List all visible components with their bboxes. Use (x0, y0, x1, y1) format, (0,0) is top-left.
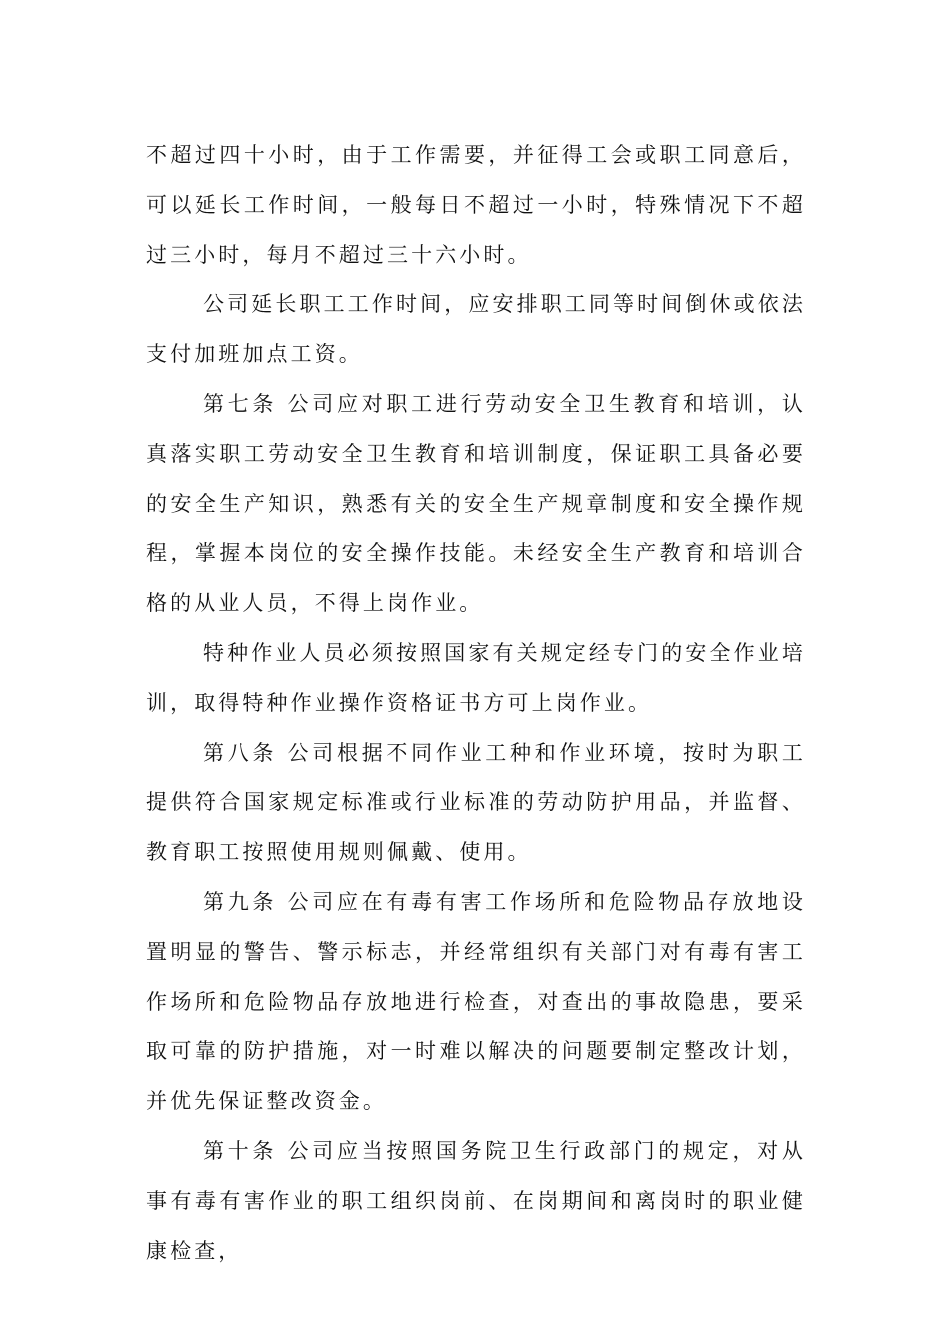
paragraph-continuation: 不超过四十小时，由于工作需要，并征得工会或职工同意后，可以延长工作时间，一般每日不超过一小时，特殊情况下不超过三小时，每月不超过三十六小时。 (146, 143, 806, 267)
paragraph-article-10: 第十条 公司应当按照国务院卫生行政部门的规定，对从事有毒有害作业的职工组织岗前、在岗期间和离岗时的职业健康检查， (146, 1138, 806, 1263)
paragraph-overtime-compensation: 公司延长职工工作时间，应安排职工同等时间倒休或依法支付加班加点工资。 (146, 292, 806, 367)
document-body (146, 131, 806, 1276)
paragraph-article-7: 第七条 公司应对职工进行劳动安全卫生教育和培训，认真落实职工劳动安全卫生教育和培训制度，保证职工具备必要的安全生产知识，熟悉有关的安全生产规章制度和安全操作规程，掌握本岗位的安全操作技能。未经安全生产教育和培训合格的从业人员，不得上岗作业。 (146, 391, 806, 616)
paragraph-article-8: 第八条 公司根据不同作业工种和作业环境，按时为职工提供符合国家规定标准或行业标准的劳动防护用品，并监督、教育职工按照使用规则佩戴、使用。 (146, 740, 806, 865)
paragraph-article-9: 第九条 公司应在有毒有害工作场所和危险物品存放地设置明显的警告、警示标志，并经常组织有关部门对有毒有害工作场所和危险物品存放地进行检查，对查出的事故隐患，要采取可靠的防护措施，对一时难以解决的问题要制定整改计划，并优先保证整改资金。 (146, 889, 806, 1114)
paragraph-special-operators: 特种作业人员必须按照国家有关规定经专门的安全作业培训，取得特种作业操作资格证书方可上岗作业。 (146, 640, 806, 715)
